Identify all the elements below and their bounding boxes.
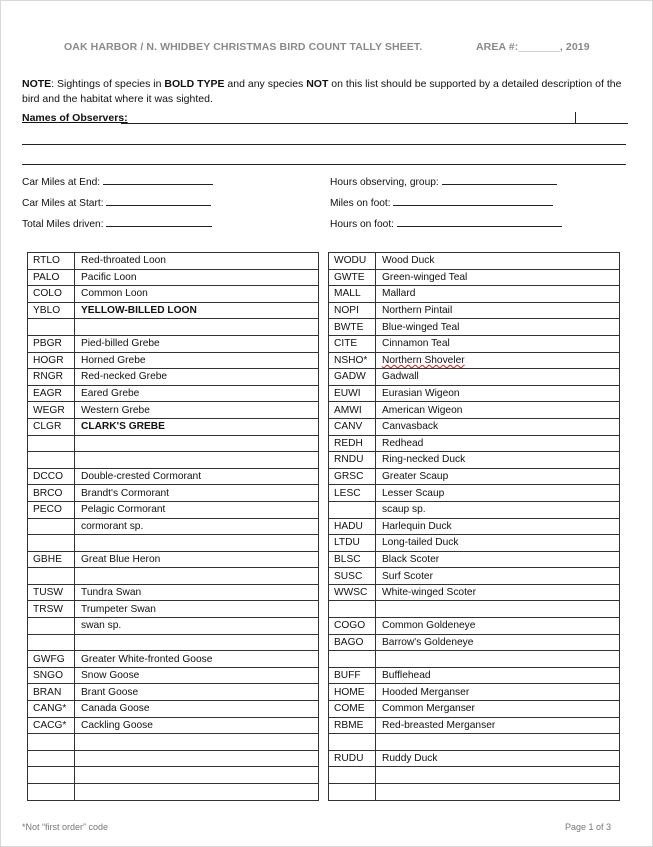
species-name: Common Goldeneye — [376, 618, 620, 635]
species-name — [75, 452, 319, 469]
species-name — [75, 750, 319, 767]
species-code: TUSW — [28, 584, 75, 601]
table-row — [28, 518, 319, 535]
table-row — [329, 584, 620, 601]
page-title: OAK HARBOR / N. WHIDBEY CHRISTMAS BIRD COUNT TALLY SHEET. — [64, 41, 423, 53]
species-name: Redhead — [376, 435, 620, 452]
species-code — [329, 601, 376, 618]
species-code: RNDU — [329, 452, 376, 469]
table-row — [28, 535, 319, 552]
species-code: EAGR — [28, 385, 75, 402]
table-row — [28, 286, 319, 303]
species-name: Green-winged Teal — [376, 269, 620, 286]
table-row — [329, 734, 620, 751]
species-code: AMWI — [329, 402, 376, 419]
species-code: CANV — [329, 418, 376, 435]
species-name: Northern Pintail — [376, 302, 620, 319]
species-name: Common Loon — [75, 286, 319, 303]
table-row — [329, 369, 620, 386]
species-code — [28, 568, 75, 585]
table-row — [28, 302, 319, 319]
species-name: Greater White-fronted Goose — [75, 651, 319, 668]
species-name — [75, 535, 319, 552]
table-row — [28, 369, 319, 386]
table-row — [28, 701, 319, 718]
table-row — [329, 385, 620, 402]
table-row — [28, 734, 319, 751]
species-name: Double-crested Cormorant — [75, 468, 319, 485]
miles-foot-field[interactable]: Miles on foot: — [330, 196, 553, 209]
species-name: cormorant sp. — [75, 518, 319, 535]
table-row — [28, 584, 319, 601]
table-row — [329, 601, 620, 618]
species-code: RTLO — [28, 253, 75, 270]
species-name: Brant Goose — [75, 684, 319, 701]
table-row — [329, 784, 620, 801]
species-code — [28, 452, 75, 469]
table-row — [329, 667, 620, 684]
table-row — [329, 302, 620, 319]
table-row — [28, 385, 319, 402]
text-cursor — [575, 112, 576, 124]
header — [64, 41, 624, 55]
species-name — [75, 319, 319, 336]
table-row — [28, 750, 319, 767]
species-name: Greater Scaup — [376, 468, 620, 485]
species-code: BAGO — [329, 634, 376, 651]
species-code: NSHO* — [329, 352, 376, 369]
species-code: HOGR — [28, 352, 75, 369]
species-code: COLO — [28, 286, 75, 303]
species-name — [75, 634, 319, 651]
table-row — [329, 568, 620, 585]
species-code — [28, 319, 75, 336]
table-row — [329, 335, 620, 352]
table-row — [329, 352, 620, 369]
species-name — [376, 352, 620, 369]
species-code: LTDU — [329, 535, 376, 552]
species-name: Western Grebe — [75, 402, 319, 419]
species-name: Cinnamon Teal — [376, 335, 620, 352]
table-row — [329, 684, 620, 701]
table-row — [28, 651, 319, 668]
species-name — [376, 601, 620, 618]
species-code — [28, 767, 75, 784]
species-code: LESC — [329, 485, 376, 502]
species-code — [28, 784, 75, 801]
species-name: Trumpeter Swan — [75, 601, 319, 618]
species-code: SNGO — [28, 667, 75, 684]
species-code: CITE — [329, 335, 376, 352]
car-miles-end-field[interactable]: Car Miles at End: — [22, 175, 213, 188]
table-row — [28, 352, 319, 369]
species-name — [75, 784, 319, 801]
table-row — [28, 485, 319, 502]
species-code: RBME — [329, 717, 376, 734]
species-name: Pacific Loon — [75, 269, 319, 286]
species-name: Red-necked Grebe — [75, 369, 319, 386]
species-code: PBGR — [28, 335, 75, 352]
species-code: GBHE — [28, 551, 75, 568]
table-row — [329, 717, 620, 734]
table-row — [28, 253, 319, 270]
species-name: Pelagic Cormorant — [75, 501, 319, 518]
species-name — [376, 767, 620, 784]
right-species-table — [328, 252, 620, 801]
table-row — [28, 269, 319, 286]
table-row — [28, 319, 319, 336]
species-name: Great Blue Heron — [75, 551, 319, 568]
species-name: Eared Grebe — [75, 385, 319, 402]
species-name: Blue-winged Teal — [376, 319, 620, 336]
species-code — [329, 767, 376, 784]
table-row — [329, 402, 620, 419]
table-row — [28, 568, 319, 585]
species-name: swan sp. — [75, 618, 319, 635]
left-species-table — [27, 252, 319, 801]
species-name — [75, 734, 319, 751]
table-row — [329, 485, 620, 502]
table-row — [329, 634, 620, 651]
species-code: GRSC — [329, 468, 376, 485]
species-code — [28, 734, 75, 751]
species-code: GADW — [329, 369, 376, 386]
species-code: BRCO — [28, 485, 75, 502]
table-row — [329, 468, 620, 485]
species-code: MALL — [329, 286, 376, 303]
species-name: scaup sp. — [376, 501, 620, 518]
species-code — [329, 651, 376, 668]
species-name: YELLOW-BILLED LOON — [75, 302, 319, 319]
observers-label: Names of Observers — [22, 112, 125, 124]
table-row — [28, 418, 319, 435]
species-code — [28, 435, 75, 452]
table-row — [329, 253, 620, 270]
species-name — [75, 767, 319, 784]
species-code — [28, 535, 75, 552]
observers-row: Names of Observers: — [22, 112, 128, 124]
species-code: GWTE — [329, 269, 376, 286]
species-name: White-winged Scoter — [376, 584, 620, 601]
species-code: BLSC — [329, 551, 376, 568]
species-code — [329, 784, 376, 801]
species-code — [329, 734, 376, 751]
species-name: Brandt's Cormorant — [75, 485, 319, 502]
table-row — [329, 319, 620, 336]
table-row — [329, 618, 620, 635]
species-name: Wood Duck — [376, 253, 620, 270]
table-row — [28, 335, 319, 352]
species-code: WWSC — [329, 584, 376, 601]
species-name: Cackling Goose — [75, 717, 319, 734]
species-name: Bufflehead — [376, 667, 620, 684]
observers-line-3[interactable] — [22, 164, 626, 165]
table-row — [28, 501, 319, 518]
table-row — [28, 601, 319, 618]
species-code: COGO — [329, 618, 376, 635]
species-code: SUSC — [329, 568, 376, 585]
species-code — [28, 618, 75, 635]
species-code: PECO — [28, 501, 75, 518]
species-code: HADU — [329, 518, 376, 535]
table-row — [28, 551, 319, 568]
species-name: Snow Goose — [75, 667, 319, 684]
species-code: REDH — [329, 435, 376, 452]
species-code: CACG* — [28, 717, 75, 734]
species-name: Surf Scoter — [376, 568, 620, 585]
species-name: Common Merganser — [376, 701, 620, 718]
total-miles-field[interactable]: Total Miles driven: — [22, 217, 212, 230]
note-label: NOTE — [22, 78, 52, 90]
table-row — [329, 535, 620, 552]
species-name: Hooded Merganser — [376, 684, 620, 701]
table-row — [329, 435, 620, 452]
table-row — [329, 269, 620, 286]
species-code: BWTE — [329, 319, 376, 336]
species-code: CLGR — [28, 418, 75, 435]
species-code — [329, 501, 376, 518]
species-name: Gadwall — [376, 369, 620, 386]
hours-group-field[interactable]: Hours observing, group: — [330, 175, 557, 188]
species-name: Long-tailed Duck — [376, 535, 620, 552]
species-name: Barrow's Goldeneye — [376, 634, 620, 651]
table-row — [329, 551, 620, 568]
species-code: WODU — [329, 253, 376, 270]
species-code — [28, 634, 75, 651]
species-code: TRSW — [28, 601, 75, 618]
species-name: Canada Goose — [75, 701, 319, 718]
table-row — [28, 684, 319, 701]
species-name: CLARK'S GREBE — [75, 418, 319, 435]
table-row — [28, 784, 319, 801]
species-name: Tundra Swan — [75, 584, 319, 601]
species-code: GWFG — [28, 651, 75, 668]
species-code: COME — [329, 701, 376, 718]
table-row — [28, 452, 319, 469]
car-miles-start-field[interactable]: Car Miles at Start: — [22, 196, 211, 209]
species-name: Red-breasted Merganser — [376, 717, 620, 734]
species-code: HOME — [329, 684, 376, 701]
species-name: Ruddy Duck — [376, 750, 620, 767]
table-row — [28, 468, 319, 485]
species-code: BUFF — [329, 667, 376, 684]
species-code: PALO — [28, 269, 75, 286]
species-code: YBLO — [28, 302, 75, 319]
species-name: American Wigeon — [376, 402, 620, 419]
table-row — [329, 701, 620, 718]
species-name — [75, 568, 319, 585]
footnote: *Not “first order” code — [22, 822, 109, 832]
observers-line-2[interactable] — [22, 144, 626, 145]
table-row — [329, 286, 620, 303]
species-name: Eurasian Wigeon — [376, 385, 620, 402]
species-name: Canvasback — [376, 418, 620, 435]
table-row — [329, 750, 620, 767]
note-paragraph: NOTE: Sightings of species in BOLD TYPE and any species NOT on this list should be supported by a detailed description of the bird and the habitat where it was sighted. — [22, 78, 622, 105]
table-row — [28, 402, 319, 419]
table-row — [28, 618, 319, 635]
area-field[interactable]: AREA #:_______, 2019 — [476, 41, 590, 53]
table-row — [28, 717, 319, 734]
table-row — [329, 501, 620, 518]
species-code — [28, 518, 75, 535]
species-code: BRAN — [28, 684, 75, 701]
species-name — [376, 734, 620, 751]
species-name: Black Scoter — [376, 551, 620, 568]
species-code: WEGR — [28, 402, 75, 419]
species-name-text: Northern Shoveler — [382, 354, 465, 366]
page-number: Page 1 of 3 — [565, 822, 612, 832]
table-row — [28, 634, 319, 651]
species-code: CANG* — [28, 701, 75, 718]
species-code: NOPI — [329, 302, 376, 319]
table-row — [329, 651, 620, 668]
species-name: Harlequin Duck — [376, 518, 620, 535]
species-name: Pied-billed Grebe — [75, 335, 319, 352]
species-name — [376, 651, 620, 668]
hours-foot-field[interactable]: Hours on foot: — [330, 217, 562, 230]
table-row — [28, 435, 319, 452]
species-name — [75, 435, 319, 452]
species-code: RNGR — [28, 369, 75, 386]
species-code: RUDU — [329, 750, 376, 767]
table-row — [28, 667, 319, 684]
species-name: Ring-necked Duck — [376, 452, 620, 469]
species-code: EUWI — [329, 385, 376, 402]
observers-line-1[interactable] — [121, 123, 628, 124]
species-name — [376, 784, 620, 801]
species-name: Red-throated Loon — [75, 253, 319, 270]
species-name: Lesser Scaup — [376, 485, 620, 502]
table-row — [329, 418, 620, 435]
species-name: Mallard — [376, 286, 620, 303]
species-name: Horned Grebe — [75, 352, 319, 369]
table-row — [329, 518, 620, 535]
species-code: DCCO — [28, 468, 75, 485]
table-row — [329, 767, 620, 784]
table-row — [329, 452, 620, 469]
species-code — [28, 750, 75, 767]
table-row — [28, 767, 319, 784]
